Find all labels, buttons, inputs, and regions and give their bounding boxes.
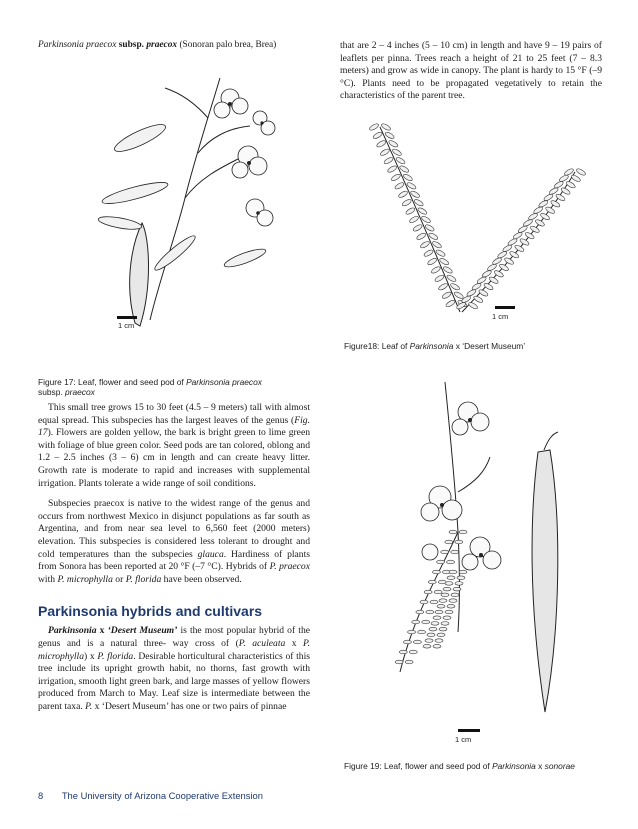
paragraph-praecox-description: This small tree grows 15 to 30 feet (4.5 – 9 meters) tall with almost equal spread. This subspecies has the largest leaves of the genus (Fig. 17). Flowers are golden yellow, the bark is bright green to lime green with foliage of blue green color. Seed pods are tan colored, oblong and 1.2 – 2.5 inches (3 – 6) cm in length and can create heavy litter. Growth rate is moderate to rapid and increases with supplemental irrigation. Plants tolerate a wide range of soil conditions. [38,402,310,489]
figure19-caption: Figure 19: Leaf, flower and seed pod of Parkinsonia x sonorae [344,761,575,771]
figure19-scale-bar [458,729,480,732]
figure17-scale-bar [117,316,137,319]
paragraph-praecox-range: Subspecies praecox is native to the widest range of the genus and occurs from northwest Mexico in disjunct populations as far south as Argentina, and from near sea level to 6,560 feet (2000 meters) elevation. This subspecies is considered less tolerant to drought and cold temperatures than the subspecies glauca. Hardiness of plants from Sonora has been reported at 20 °F (–7 °C). Hybrids of P. praecox with P. microphylla or P. florida have been observed. [38,498,310,585]
figure18-scale-bar [495,306,515,309]
figure18-caption: Figure18: Leaf of Parkinsonia x ‘Desert Museum’ [344,341,526,351]
paragraph-desert-museum: Parkinsonia x ‘Desert Museum’ is the most popular hybrid of the genus and is a natural three- way cross of (P. aculeata x P. microphylla) x P. florida. Desirable horticultural characteristics of this tree include its upright growth habit, no thorns, fast growth with irrigation, smooth light green bark, and large masses of yellow flowers produced from March to May. Leaf size is intermediate between the parent taxa. P. x ‘Desert Museum’ has one or two pairs of pinnae [38,625,311,712]
paragraph-desert-museum-cont: that are 2 – 4 inches (5 – 10 cm) in length and have 9 – 19 pairs of leaflets per pinna. Trees reach a height of 21 to 25 feet (7 – 8.3 meters) and grow as wide in canopy. The plant is hardy to 15 °F (–9 °C). Plants need to be propagated vegetatively to retain the characteristics of the parent tree. [340,40,602,102]
figure19-scale-label: 1 cm [455,735,472,744]
figure18-scale-label: 1 cm [492,312,509,321]
left-column [38,402,310,713]
figure17-illustration [80,58,320,328]
footer-organization: The University of Arizona Cooperative Extension [61,790,263,801]
figure18-illustration [360,112,600,322]
figure17-title: Parkinsonia praecox subsp. praecox (Sonoran palo brea, Brea) [38,40,277,50]
figure17-caption: Figure 17: Leaf, flower and seed pod of Parkinsonia praecox subsp. praecox [38,377,262,398]
section-heading-hybrids: Parkinsonia hybrids and cultivars [38,603,263,620]
page-number: 8 [38,790,44,801]
figure19-illustration [360,372,610,742]
footer [38,790,263,801]
figure17-scale-label: 1 cm [118,321,135,330]
right-column-top [340,40,602,103]
